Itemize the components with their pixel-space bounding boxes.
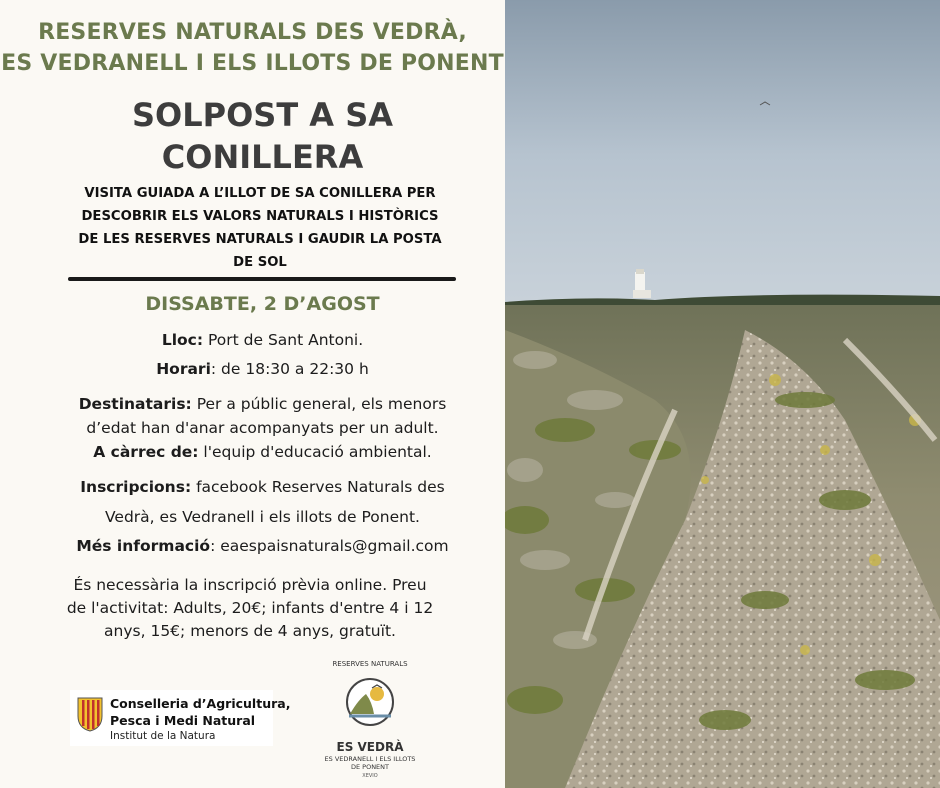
event-description bbox=[60, 182, 460, 274]
registration-value: facebook Reserves Naturals des bbox=[191, 478, 445, 496]
place-label: Lloc: bbox=[161, 331, 204, 349]
time-label: Horari bbox=[156, 360, 211, 378]
balearic-shield-icon bbox=[76, 696, 104, 732]
esvedra-arc-text: RESERVES NATURALS bbox=[332, 660, 408, 668]
audience-line bbox=[0, 395, 525, 413]
esvedra-name: ES VEDRÀ bbox=[336, 740, 404, 754]
place-line bbox=[0, 331, 525, 349]
audience-value: Per a públic general, els menors bbox=[191, 395, 447, 413]
description-line: DE SOL bbox=[233, 255, 287, 270]
es-vedra-island-icon bbox=[344, 674, 396, 730]
reserve-title-line-2: ES VEDRANELL I ELS ILLOTS DE PONENT bbox=[1, 51, 504, 76]
registration-label: Inscripcions: bbox=[80, 478, 192, 496]
charge-label: A càrrec de: bbox=[93, 443, 199, 461]
note-line: anys, 15€; menors de 4 anys, gratuït. bbox=[104, 622, 396, 640]
charge-line bbox=[0, 443, 525, 461]
conselleria-logo bbox=[70, 690, 291, 746]
note-line: de l'activitat: Adults, 20€; infants d'entre 4 i 12 bbox=[66, 599, 434, 617]
esvedra-code: XEVIO bbox=[362, 773, 378, 779]
info-line bbox=[0, 537, 525, 555]
charge-value: l'equip d'educació ambiental. bbox=[198, 443, 432, 461]
info-label: Més informació bbox=[76, 537, 211, 555]
esvedra-subtitle: DE PONENT bbox=[350, 763, 390, 771]
conselleria-name-line: Conselleria d’Agricultura, bbox=[110, 696, 291, 711]
event-date: DISSABTE, 2 D’AGOST bbox=[145, 293, 380, 315]
note-line: És necessària la inscripció prèvia online. Preu bbox=[73, 576, 427, 594]
description-line: VISITA GUIADA A L’ILLOT DE SA CONILLERA PER bbox=[84, 186, 436, 201]
event-title-line-1: SOLPOST A SA bbox=[131, 96, 394, 134]
reserve-title-line-1: RESERVES NATURALS DES VEDRÀ, bbox=[38, 20, 467, 45]
description-line: DE LES RESERVES NATURALS I GAUDIR LA POSTA bbox=[78, 232, 442, 247]
institut-name: Institut de la Natura bbox=[110, 730, 216, 742]
lighthouse-path-photo bbox=[505, 0, 940, 788]
info-email[interactable]: : eaespaisnaturals@gmail.com bbox=[210, 537, 449, 555]
conselleria-name bbox=[110, 695, 290, 729]
audience-label: Destinataris: bbox=[78, 395, 192, 413]
event-title-line-2: CONILLERA bbox=[161, 138, 364, 176]
registration-line bbox=[0, 478, 525, 496]
registration-line-2: Vedrà, es Vedranell i els illots de Ponent. bbox=[105, 508, 420, 526]
es-vedra-logo bbox=[324, 660, 416, 780]
price-note bbox=[40, 574, 460, 643]
conselleria-name-line: Pesca i Medi Natural bbox=[110, 713, 256, 728]
time-line bbox=[0, 360, 525, 378]
divider bbox=[68, 277, 456, 281]
esvedra-subtitle: ES VEDRANELL I ELS ILLOTS bbox=[324, 755, 416, 763]
audience-line-2: d’edat han d'anar acompanyats per un adult. bbox=[86, 419, 439, 437]
landscape-photo bbox=[505, 0, 940, 788]
place-value: Port de Sant Antoni. bbox=[203, 331, 364, 349]
time-value: : de 18:30 a 22:30 h bbox=[210, 360, 369, 378]
description-line: DESCOBRIR ELS VALORS NATURALS I HISTÒRICS bbox=[81, 209, 439, 224]
